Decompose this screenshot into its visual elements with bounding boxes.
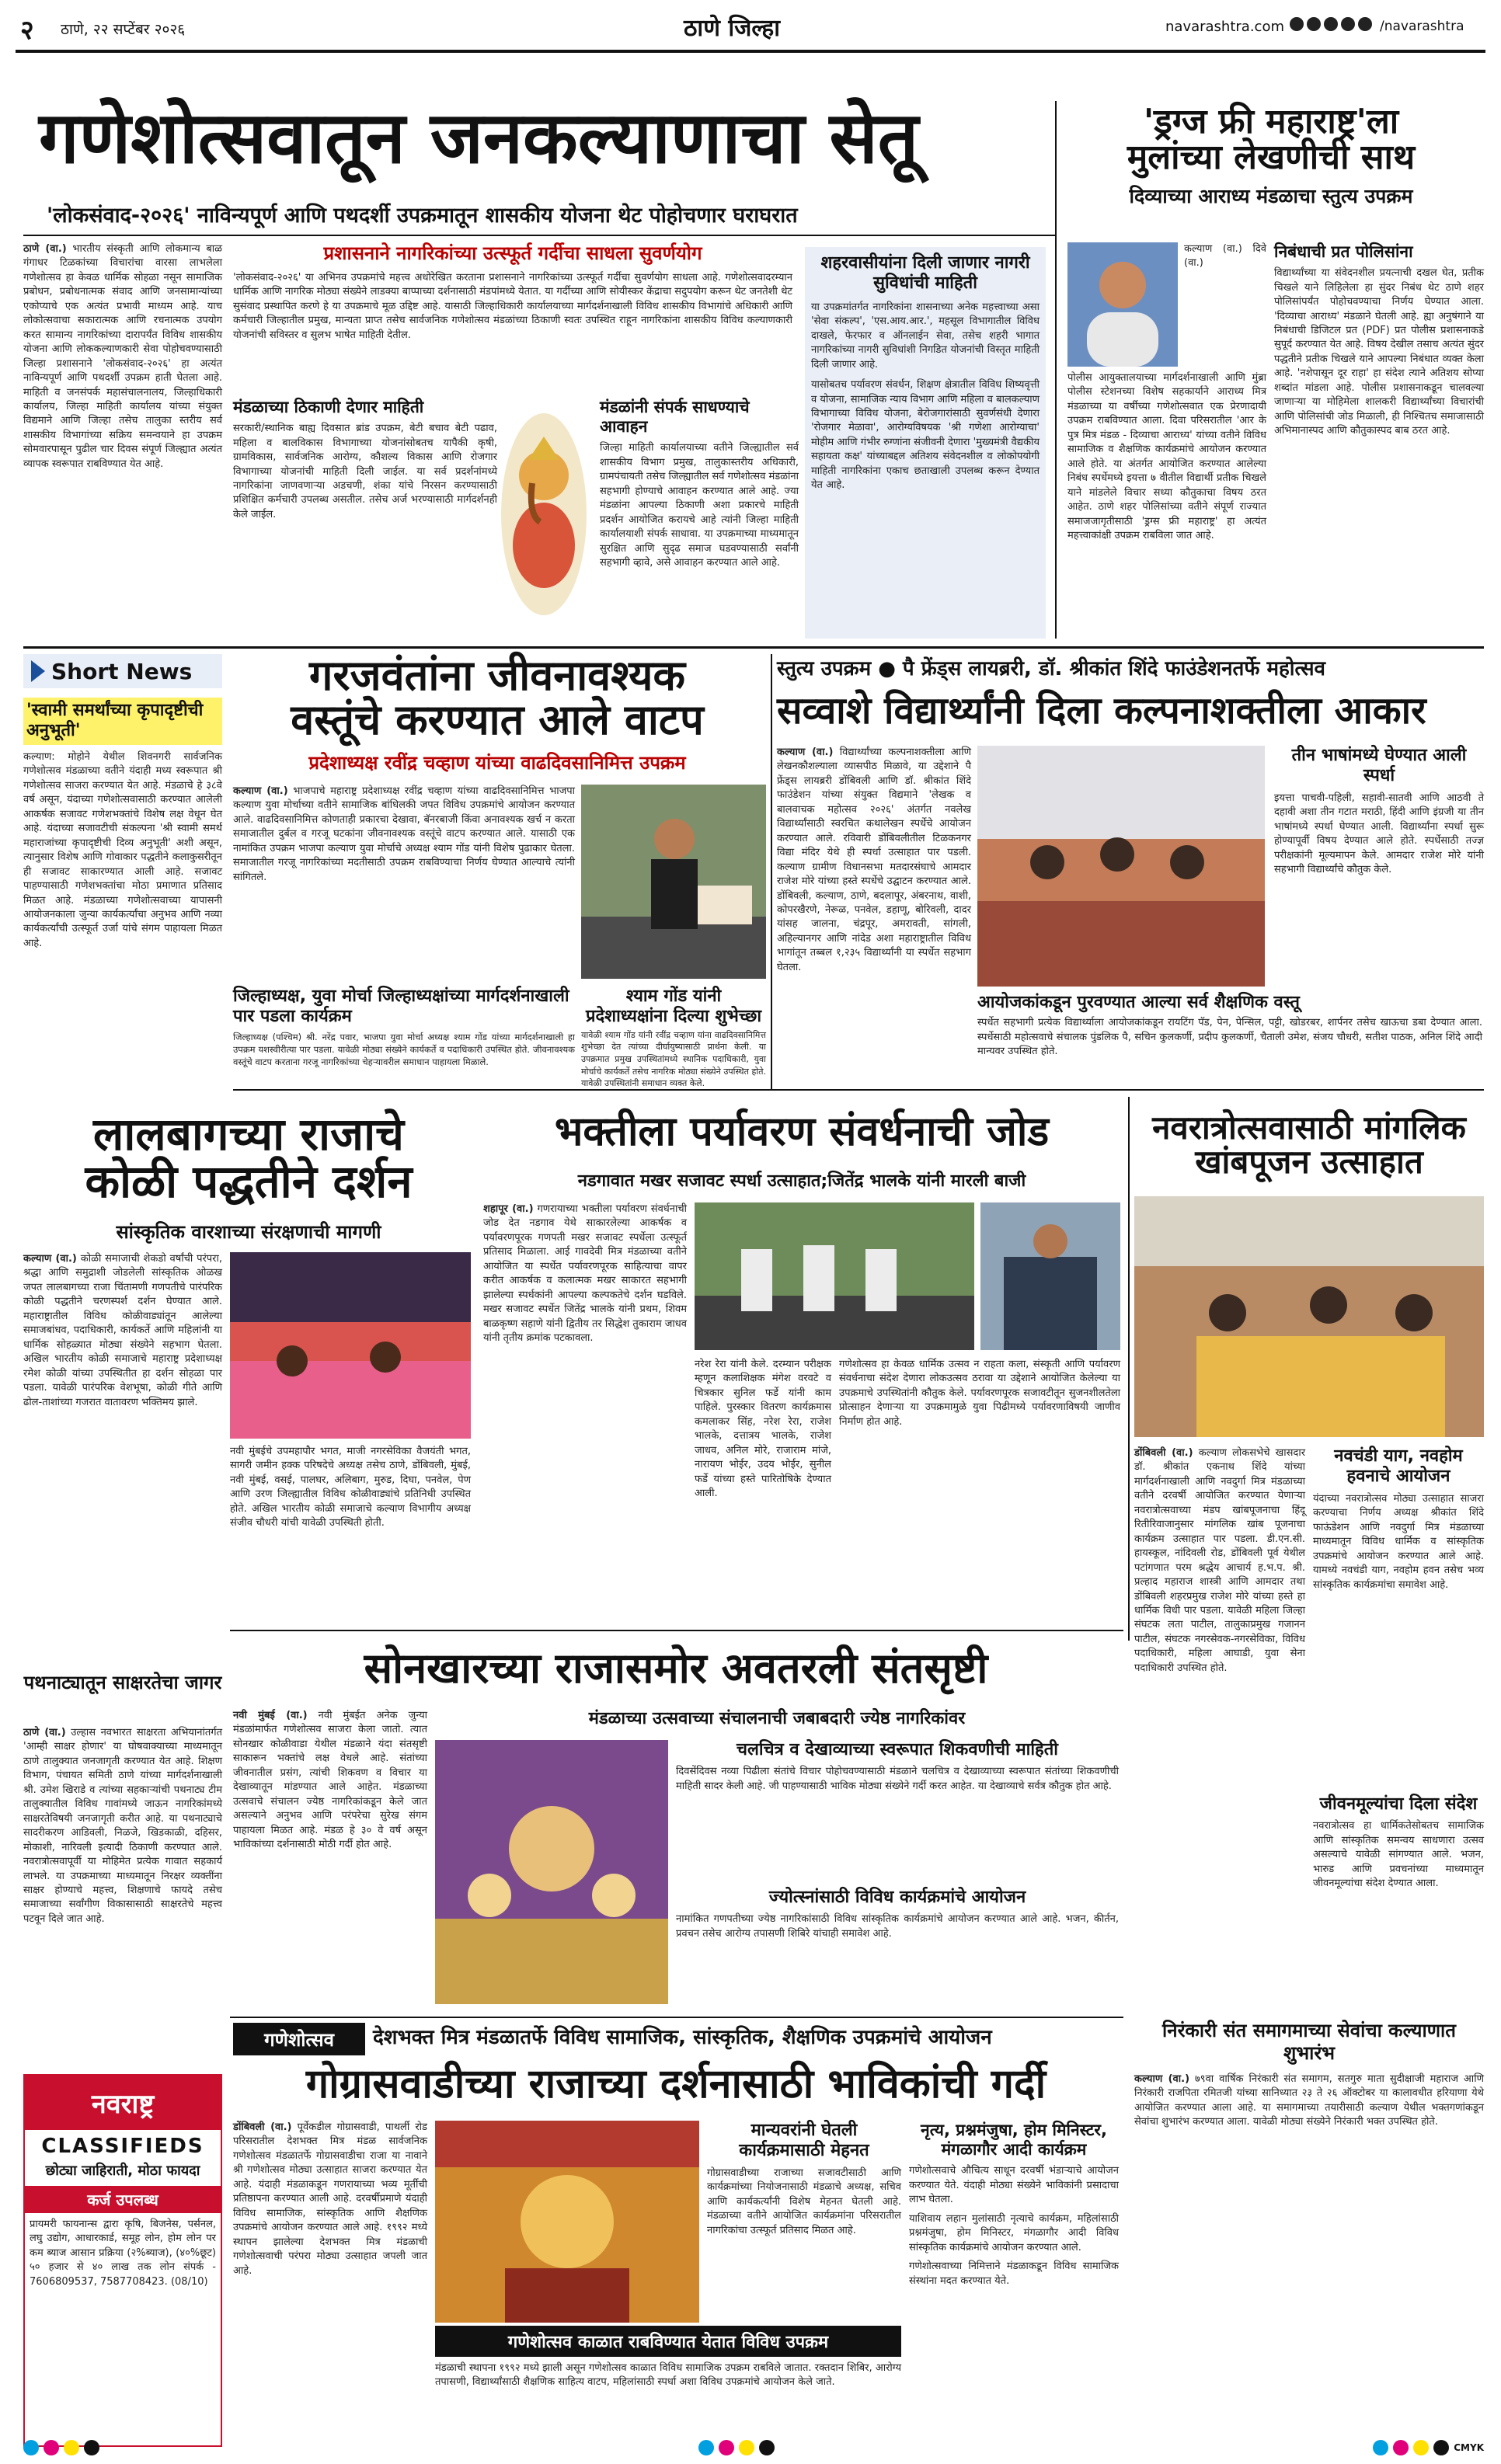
masthead-rule bbox=[16, 50, 1485, 53]
lead-panel1 bbox=[233, 398, 497, 639]
classifieds-label: CLASSIFIEDS bbox=[41, 2135, 204, 2158]
sonkhar-box1: चलचित्र व देखाव्याच्या स्वरूपात शिकवणीची माहिती दिवसेंदिवस नव्या पिढीला संतांचे विचार पोहोचवण्यासाठी मंडळाने चलचित्र व देखाव्याच्या स्वरूपात संतांच्या शिकवणीची माहिती सादर केली आहे. जी पाहण्यासाठी भाविक मोठ्या संख्येने गर्दी करत आहेत. या देखाव्याचे सर्वत्र कौतुक होत आहे. bbox=[676, 1740, 1119, 1792]
sonkhar-subhead: मंडळाच्या उत्सवाच्या संचालनाची जबाबदारी ज्येष्ठ नागरिकांवर bbox=[588, 1709, 966, 1728]
bhakti-headline: भक्तीला पर्यावरण संवर्धनाची जोड bbox=[554, 1108, 1050, 1155]
sonkhar-text: नवी मुंबई (वा.) नवी मुंबईत अनेक जुन्या मंडळांमार्फत गणेशोत्सव साजरा केला जातो. त्यात सोनखार कोळीवाडा येथील मंडळाने यंदा संतसृष्टी साकारून भक्तांचे लक्ष वेधले आहे. संतांच्या जीवनातील प्रसंग, त्यांची शिकवण व विचार या देखाव्यातून मांडण्यात आले आहेत. मंडळाच्या उत्सवाचे संचालन ज्येष्ठ नागरिकांकडून केले जात असल्याने अनुभव आणि परंपरेचा सुरेख संगम पाहायला मिळत आहे. मंडळ हे ३० वे वर्ष असून भाविकांच्या दर्शनासाठी मोठी गर्दी होत आहे. bbox=[233, 1710, 427, 1851]
lead-panel2 bbox=[600, 398, 799, 639]
gograsvadi-headline: गोग्रासवाडीच्या राजाच्या दर्शनासाठी भाविकांची गर्दी bbox=[305, 2061, 1047, 2107]
lead-subhead: 'लोकसंवाद-२०२६' नाविन्यपूर्ण आणि पथदर्शी उपक्रमातून शासकीय योजना थेट पोहोचणार घराघरात bbox=[47, 204, 798, 228]
classifieds-tagline: छोट्या जाहिराती, मोठा फायदा bbox=[45, 2163, 200, 2179]
gograsvadi-bottom-text: मंडळाची स्थापना १९९२ मध्ये झाली असून गणेशोत्सव काळात विविध सामाजिक उपक्रम राबविले जातात. रक्तदान शिबिर, आरोग्य तपासणी, विद्यार्थ्यांसाठी शैक्षणिक साहित्य वाटप, महिलांसाठी स्पर्धा अशा विविध उपक्रमांचे आयोजन केले जाते. bbox=[435, 2362, 901, 2389]
social-handle: /navarashtra bbox=[1380, 19, 1464, 34]
lead-text: भारतीय संस्कृती आणि लोकमान्य बाळ गंगाधर टिळकांच्या विचारांचा वारसा लाभलेला गणेशोत्सव हा केवळ धार्मिक सोहळा नसून सामाजिक प्रबोधन, प्रबोधनात्मक संवाद आणि जनसामान्यांच्या एकोप्याचे एक अत्यंत प्रभावी माध्यम आहे. याच लोकोत्सवाचा सकारात्मक आणि रचनात्मक उपयोग करत सामान्य नागरिकांच्या दारापर्यंत विविध शासकीय योजना आणि लोककल्याणकारी सेवा पोहोचवण्यासाठी जिल्हा प्रशासनाने 'लोकसंवाद-२०२६' हा अत्यंत नाविन्यपूर्ण आणि पथदर्शी उपक्रम हाती घेतला आहे. माहिती व जनसंपर्क महासंचालनालय, जिल्हाधिकारी कार्यालय, जिल्हा माहिती कार्यालय यांच्या संयुक्त विद्यमाने आणि जिल्हा तसेच तालुका स्तरीय सर्व शासकीय विभागांच्या सक्रिय समन्वयाने हा उपक्रम सोमवारपासून पुढील चार दिवस संपूर्ण जिल्ह्यात अत्यंत व्यापक स्वरूपात राबविण्यात येत आहे. bbox=[23, 243, 222, 470]
friends-headline: सव्वाशे विद्यार्थ्यांनी दिला कल्पनाशक्तीला आकार bbox=[777, 689, 1426, 733]
instagram-icon[interactable] bbox=[1324, 17, 1338, 31]
lalbaug-text2: नवी मुंबईचे उपमहापौर भगत, माजी नगरसेविका वैजयंती भगत, सागरी जमीन हक्क परिषदेचे अध्यक्ष तसेच ठाणे, डोंबिवली, मुंबई, नवी मुंबई, वसई, पालघर, अलिबाग, मुरुड, दिघा, पनवेल, पेण आणि उरण जिल्ह्यातील विविध कोळीवाड्यांचे प्रतिनिधी उपस्थित होते. अखिल भारतीय कोळी समाजाचे कल्याण विभागीय अध्यक्ष संजीव चौधरी यांची यावेळी उपस्थिती होती. bbox=[230, 1446, 471, 1530]
lead-headline: गणेशोत्सवातून जनकल्याणाचा सेतू bbox=[39, 96, 919, 179]
friends-text: कल्याण (वा.) विद्यार्थ्यांच्या कल्पनाशक्तीला आणि लेखनकौशल्याला व्यासपीठ मिळावे, या उद्देशाने पै फ्रेंड्स लायब्ररी डोंबिवली आणि डॉ. श्रीकांत शिंदे फाउंडेशन यांच्या संयुक्त विद्यमाने 'लेखक व बालवाचक महोत्सव २०२६' अंतर्गत नवलेख विद्यार्थ्यांसाठी स्वरचित कथालेखन स्पर्धेचे आयोजन करण्यात आले. रविवारी डोंबिवलीतील टिळकनगर विद्या मंदिर येथे ही स्पर्धा उत्साहात पार पडली. कल्याण ग्रामीण विधानसभा मतदारसंघाचे आमदार राजेश मोरे यांच्या हस्ते स्पर्धेचे उद्घाटन करण्यात आले. डोंबिवली, कल्याण, ठाणे, बदलापूर, अंबरनाथ, वाशी, कोपरखैरणे, नेरूळ, पनवेल, डहाणू, बोरिवली, दादर यांसह जालना, चंद्रपूर, अमरावती, सांगली, अहिल्यानगर आणि नांदेड अशा महाराष्ट्रातील विविध भागांतून तब्बल १,२३५ विद्यार्थ्यांनी या स्पर्धेत सहभाग घेतला. bbox=[777, 747, 971, 973]
bhakti-text3: गणेशोत्सव हा केवळ धार्मिक उत्सव न राहता कला, संस्कृती आणि पर्यावरण संवर्धनाचा संदेश देणारा लोकउत्सव ठरावा या उद्देशाने आयोजित केलेल्या या उपक्रमाचे उपस्थितांनी कौतुक केले. पर्यावरणपूरक सजावटीतून सुजनशीलतेला प्रोत्साहन देणाऱ्या या उपक्रमामुळे युवा पिढीमध्ये पर्यावरणाविषयी जाणीव निर्माण होत आहे. bbox=[839, 1359, 1120, 1428]
nirankari: निरंकारी संत समागमाच्या सेवांचा कल्याणात शुभारंभ कल्याण (वा.) ७९वा वार्षिक निरंकारी संत समागम, सतगुरु माता सुदीक्षाजी महाराज आणि निरंकारी राजपिता रमितजी यांच्या सानिध्यात २३ ते २६ ऑक्टोबर या कालावधीत हरियाणा येथे आयोजित करण्यात आला आहे. या समागमाच्या तयारीसाठी कल्याण येथील भक्तगणांकडून सेवांचा शुभारंभ करण्यात आला. यावेळी मोठ्या संख्येने निरंकारी भक्त उपस्थित होते. bbox=[1134, 2020, 1484, 2128]
friends-box: आयोजकांकडून पुरवण्यात आल्या सर्व शैक्षणिक वस्तू स्पर्धेत सहभागी प्रत्येक विद्यार्थ्याला आयोजकांकडून रायटिंग पॅड, पेन, पेन्सिल, पट्टी, खोडरबर, शार्पनर तसेच खाऊचा डबा देण्यात आला. स्पर्धेसाठी महोत्सवाचे संचालक पुंडलिक पै, सचिन कुलकर्णी, प्रदीप कुलकर्णी, चैताली उमेश, संजय चौधरी, सतीश पाठक, अनिल शिंदे आदी मान्यवर उपस्थित होते. bbox=[977, 993, 1482, 1058]
navratri-box2: जीवनमूल्यांचा दिला संदेश नवरात्रोत्सव हा धार्मिकतेसोबतच सामाजिक आणि सांस्कृतिक समन्वय साधणारा उत्सव असल्याचे यावेळी सांगण्यात आले. भजन, भारुड आणि प्रवचनांच्या माध्यमातून जीवनमूल्यांचा संदेश देण्यात आला. bbox=[1313, 1794, 1484, 1890]
sant-srushti-photo bbox=[435, 1740, 668, 2004]
literacy-text: ठाणे (वा.) उल्हास नवभारत साक्षरता अभियानांतर्गत 'आम्ही साक्षर होणार' या घोषवाक्याच्या माध्यमातून ठाणे तालुक्यात जनजागृती करण्यात येत आहे. शिक्षण विभाग, पंचायत समिती ठाणे यांच्या मार्गदर्शनाखाली श्री. उमेश खिराडे व त्यांच्या सहकाऱ्यांची पथनाट्य टीम तालुक्यातील विविध गावांमध्ये जाऊन नागरिकांमध्ये साक्षरतेविषयी जनजागृती करीत आहे. या पथनाट्याचे सादरीकरण आडिवली, निळजे, खिडकाळी, दहिसर, मोकाशी, नारिवली इत्यादी ठिकाणी करण्यात आले. नवरात्रोत्सवापूर्वी या मोहिमेत प्रत्येक गावात सहकार्य लाभले. या उपक्रमाच्या माध्यमातून निरक्षर व्यक्तींना साक्षर होण्याचे महत्त्व, शिक्षणाचे फायदे तसेच समाजाच्या सर्वांगीण विकासासाठी साक्षरतेचे महत्त्व पटवून दिले जात आहे. bbox=[23, 1727, 223, 1925]
panel1-title: मंडळाच्या ठिकाणी देणार माहिती bbox=[233, 398, 424, 416]
drugs-headline: 'ड्रग्ज फ्री महाराष्ट्र'ला मुलांच्या लेखणीची साथ bbox=[1127, 102, 1416, 178]
friends-topline: स्तुत्य उपक्रम ● पै फ्रेंड्स लायब्ररी, डॉ. श्रीकांत शिंदे फाउंडेशनतर्फे महोत्सव bbox=[777, 657, 1325, 680]
info-box bbox=[805, 247, 1046, 639]
linkedin-icon[interactable] bbox=[1358, 17, 1372, 31]
gograsvadi-right: नृत्य, प्रश्नमंजुषा, होम मिनिस्टर, मंगळागौर आदी कार्यक्रम गणेशोत्सवाचे औचित्य साधून दरवर्षी भंडाऱ्याचे आयोजन करण्यात येते. यंदाही मोठ्या संख्येने भाविकांनी प्रसादाचा लाभ घेतला. याशिवाय लहान मुलांसाठी नृत्याचे कार्यक्रम, महिलांसाठी प्रश्नमंजुषा, होम मिनिस्टर, मंगळागौर आदी विविध सांस्कृतिक कार्यक्रमांचे आयोजन करण्यात आले. गणेशोत्सवाच्या निमित्ताने मंडळाकडून विविध सामाजिक संस्थांना मदत करण्यात येते. bbox=[909, 2121, 1119, 2287]
drugs-dateline: कल्याण (वा.) दिवे (वा.) bbox=[1184, 243, 1266, 270]
drugs-col2-title: निबंधाची प्रत पोलिसांना bbox=[1274, 242, 1413, 261]
issue-date: ठाणे, २२ सप्टेंबर २०२६ bbox=[61, 21, 186, 38]
info-box-item: या उपक्रमांतर्गत नागरिकांना शासनाच्या अनेक महत्त्वाच्या असा 'सेवा संकल्प', 'एस.आय.आर.', महसूल विभागातील विविध दाखले, फेरफार व ऑनलाईन सेवा, तसेच शहरी भागात नागरिकांच्या नागरी सुविधांशी निगडित योजनांची विस्तृत माहिती दिली जाणार आहे. bbox=[811, 301, 1040, 371]
gograsvadi-photo bbox=[435, 2121, 699, 2323]
garajvant-caption: श्याम गोंड यांनी प्रदेशाध्यक्षांना दिल्या शुभेच्छा यावेळी श्याम गोंड यांनी रवींद्र चव्हाण यांना वाढदिवसानिमित्त शुभेच्छा देत त्यांच्या दीर्घायुष्यासाठी प्रार्थना केली. या उपक्रमात प्रमुख उपस्थितांमध्ये स्थानिक पदाधिकारी, युवा मोर्चाचे कार्यकर्ते तसेच नागरिक मोठ्या संख्येने उपस्थित होते. यावेळी उपस्थितांनी समाधान व्यक्त केले. bbox=[581, 987, 766, 1089]
short-news-text: कल्याण: मोहोने येथील शिवनगरी सार्वजनिक गणेशोत्सव मंडळाच्या वतीने यंदाही मध्य स्वरूपात श्री गणेशोत्सव साजरा करण्यात येत आहे. मंडळाचे हे ३८वे वर्ष असून, यंदाच्या गणेशोत्सवासाठी करण्यात आलेली आकर्षक सजावट गणेशभक्तांचे विशेष लक्ष वेधून घेत आहे. यंदाच्या सजावटीची संकल्पना 'श्री स्वामी समर्थ महाराजांच्या कृपादृष्टीची दिव्य अनुभूती' अशी असून, त्यानुसार विशेष आणि गोवाकार पद्धतीने कलाकुसरीतून ही सजावट साकारण्यात आली आहे. सजावट पाहण्यासाठी गणेशभक्तांचा मोठा प्रमाणात प्रतिसाद मिळत आहे. मंडळाच्या गणेशोत्सवाच्या यापासनी आयोजनकाला जुन्या कार्यकर्त्यांचा अनुभव आणि नव्या कार्यकर्त्यांची उत्स्फूर्त उर्जा यांचे संगम पाहायला मिळत आहे. bbox=[23, 751, 222, 949]
drugs-col2 bbox=[1274, 242, 1484, 639]
x-icon[interactable] bbox=[1307, 17, 1321, 31]
classifieds-category: कर्ज उपलब्ध bbox=[25, 2186, 221, 2213]
garajvant-box: जिल्हाध्यक्ष, युवा मोर्चा जिल्हाध्यक्षांच्या मार्गदर्शनाखाली पार पडला कार्यक्रम जिल्हाध्यक्ष (पश्चिम) श्री. नरेंद्र पवार, भाजपा युवा मोर्चा अध्यक्ष श्याम गोंड यांच्या मार्गदर्शनाखाली हा उपक्रम यशस्वीरीत्या पार पडला. यावेळी मोठ्या संख्येने कार्यकर्ते व पदाधिकारी उपस्थित होते. जीवनावश्यक वस्तूंचे वाटप करताना गरजू नागरिकांच्या चेहऱ्यावरील समाधान पाहायला मिळाले. bbox=[233, 987, 575, 1068]
bhakti-text1: शहापूर (वा.) गणरायाच्या भक्तीला पर्यावरण संवर्धनाची जोड देत नडगाव येथे साकारलेल्या आकर्षक व पर्यावरणपूरक गणपती मखर सजावट स्पर्धेला उत्स्फूर्त प्रतिसाद मिळाला. आई गावदेवी मित्र मंडळाच्या वतीने आयोजित या स्पर्धेत पर्यावरणपूरक साहित्याचा वापर करीत आकर्षक व कलात्मक मखर साकारत सहभागी झालेल्या स्पर्धकांनी आपल्या कल्पकतेचे दर्शन घडविले. मखर सजावट स्पर्धेत जितेंद्र भालके यांनी प्रथम, शिवम बाळकृष्ण सहाणे यांनी द्वितीय तर सिद्धेश तुकाराम जाधव यांनी तृतीय क्रमांक पटकावला. bbox=[483, 1203, 688, 1345]
info-box-item: यासोबतच पर्यावरण संवर्धन, शिक्षण क्षेत्रातील विविध शिष्यवृत्ती व योजना, सामाजिक न्याय विभाग आणि महिला व बालकल्याण विभागाच्या विविध योजना, बेरोजगारांसाठी सुवर्णसंधी देणारा 'रोजगार मेळावा', आरोग्यविषयक 'श्री गणेशा आरोग्याचा' मोहीम आणि गंभीर रुग्णांना संजीवनी देणारा 'मुख्यमंत्री वैद्यकीय सहायता कक्ष' यांच्याबद्दल अतिशय संवेदनशील व लोकोपयोगी माहिती नागरिकांना एकाच छताखाली उपलब्ध करून देण्यात येत आहे. bbox=[811, 379, 1040, 492]
garajvant-subhead: प्रदेशाध्यक्ष रवींद्र चव्हाण यांच्या वाढदिवसानिमित्त उपक्रम bbox=[308, 752, 686, 774]
ganesha-illustration bbox=[497, 398, 590, 631]
sonkhar-headline: सोनखारच्या राजासमोर अवतरली संतसृष्टी bbox=[364, 1644, 988, 1693]
classifieds-brand: नवराष्ट्र bbox=[25, 2076, 221, 2130]
section-title: ठाणे जिल्हा bbox=[684, 15, 780, 42]
lalbaug-subhead: सांस्कृतिक वारशाच्या संरक्षणाची मागणी bbox=[116, 1221, 381, 1243]
bhakti-text2: नरेश रेरा यांनी केले. दरम्यान परीक्षक म्हणून कलाशिक्षक मंगेश वरवटे व चित्रकार सुनिल फर्डे यांनी काम पाहिले. पुरस्कार वितरण कार्यक्रमास कमलाकर सिंह, नरेश रेरा, राजेश भालके, दत्तात्रय भालके, राजेश जाधव, अनिल मोरे, राजाराम मांजे, नारायण भोईर, उदय भोईर, सुनील फर्डे यांच्या हस्ते पारितोषिके देण्यात आली. bbox=[695, 1359, 831, 1500]
sonkhar-box2: ज्योत्स्नांसाठी विविध कार्यक्रमांचे आयोजन नामांकित गणपतीच्या ज्येष्ठ नागरिकांसाठी विविध सांस्कृतिक कार्यक्रमांचे आयोजन करण्यात आले आहे. भजन, कीर्तन, प्रवचन तसेच आरोग्य तपासणी शिबिरे यांचाही समावेश आहे. bbox=[676, 1888, 1119, 1940]
drugs-col2-text: विद्यार्थ्यांच्या या संवेदनशील प्रयत्नाची दखल घेत, प्रतीक चिखले याने लिहिलेला हा सुंदर निबंध थेट ठाणे शहर पोलिसांपर्यंत पोहोचवण्याचा निर्णय घेण्यात आला. 'दिव्याचा आराध्य' मंडळाने घेतली आहे. ह्या अनुषंगाने या निबंधाची डिजिटल प्रत (PDF) प्रत पोलीस प्रशासनाकडे सुपूर्द करण्यात येत आहे. विषय देखील तसाच अत्यंत सुंदर पद्धतीने प्रतीक चिखले याने आपल्या निबंधात व्यक्त केला आहे. 'नशेपासून दूर राहा' हा संदेश त्याने अतिशय सोप्या शब्दांत मांडला आहे. पोलीस प्रशासनाकडून चालवल्या जाणाऱ्या या मोहिमेला शालकरी विद्यार्थ्यांच्या विचारांची आणि पोलिसांची जोड मिळाली, ही निश्चितच समाजासाठी अभिमानास्पद आणि कौतुकास्पद बाब ठरत आहे. bbox=[1274, 267, 1484, 437]
gograsvadi-topline: देशभक्त मित्र मंडळातर्फे विविध सामाजिक, सांस्कृतिक, शैक्षणिक उपक्रमांचे आयोजन bbox=[373, 2026, 992, 2049]
garajvant-headline: गरजवंतांना जीवनावश्यक वस्तूंचे करण्यात आले वाटप bbox=[291, 651, 704, 744]
mkhar-photo-1 bbox=[695, 1202, 974, 1350]
friends-side: तीन भाषांमध्ये घेण्यात आली स्पर्धा इयत्ता पाचवी-पहिली, सहावी-सातवी आणि आठवी ते दहावी अशा तीन गटात मराठी, हिंदी आणि इंग्रजी या तीन भाषांमध्ये स्पर्धा घेण्यात आली. विद्यार्थ्यांना स्पर्धा सुरू होण्यापूर्वी विषय देण्यात आले होते. स्पर्धेसाठी तज्ज्ञ परीक्षकांनी मूल्यमापन केले. आमदार राजेश मोरे यांनी सहभागी विद्यार्थ्यांचे कौतुक केले. bbox=[1274, 746, 1484, 876]
navratri-box1: नवचंडी याग, नवहोम हवनाचे आयोजन यंदाच्या नवरात्रोत्सव मोठ्या उत्साहात साजरा करण्याचा निर्णय अध्यक्ष श्रीकांत शिंदे फाऊंडेशन आणि नवदुर्गा मित्र मंडळाच्या माध्यमातून विविध धार्मिक व सांस्कृतिक उपक्रमांचे आयोजन करण्यात आले आहे. यामध्ये नवचंडी याग, नवहोम हवन तसेच भव्य सांस्कृतिक कार्यक्रमांचा समावेश आहे. bbox=[1313, 1446, 1484, 1591]
short-news-label: Short News bbox=[23, 654, 222, 688]
lead-box-text: 'लोकसंवाद-२०२६' या अभिनव उपक्रमांचे महत्त्व अधोरेखित करताना प्रशासनाने नागरिकांच्या उत्स्फूर्त गर्दीचा सुवर्णयोग साधला आहे. गणेशोत्सवादरम्यान धार्मिक आणि नागरिक मोठ्या संख्येने लाडक्या बाप्पाच्या दर्शनासाठी मंडपांमध्ये येतात. या गर्दीच्या आणि सोयीस्कर केंद्राचा सदुपयोग करून थेट जनतेशी थेट सुसंवाद प्रस्थापित करणे हे या उपक्रमाचे मूळ उद्दिष्ट आहे. यासाठी जिल्हाधिकारी कार्यालयाच्या मार्गदर्शनाखाली विविध शासकीय विभागांचे अधिकारी आणि कर्मचारी जिल्हातील प्रमुख, मान्यता प्राप्त तसेच सार्वजनिक गणेशोत्सव मंडळांच्या ठिकाणी स्वतः उपस्थित राहून नागरिकांना शासकीय विविध कल्याणकारी योजनांची सविस्तर व सुलभ भाषेत माहिती देतील. bbox=[233, 271, 792, 341]
literacy-title: पथनाट्यातून साक्षरतेचा जागर bbox=[23, 1672, 222, 1693]
lead-col1 bbox=[23, 242, 222, 639]
facebook-icon[interactable] bbox=[1290, 17, 1304, 31]
social-icons bbox=[1290, 17, 1375, 34]
panel2-title: मंडळांनी संपर्क साधण्याचे आवाहन bbox=[600, 398, 750, 437]
lalbaug-text1: कल्याण (वा.) कोळी समाजाची शेकडो वर्षांची परंपरा, श्रद्धा आणि समुद्राशी जोडलेली सांस्कृतिक ओळख जपत लालबागच्या राजा चिंतामणी गणपतीचे पारंपरिक कोळी पद्धतीने चरणस्पर्श दर्शन घेण्यात आले. महाराष्ट्रातील विविध कोळीवाड्यांतून आलेल्या समाजबांधव, पदाधिकारी, कार्यकर्ते आणि महिलांनी या धार्मिक सोहळ्यात मोठ्या संख्येने सहभाग घेतला. अखिल भारतीय कोळी समाजाचे महाराष्ट्र प्रदेशाध्यक्ष रमेश कोळी यांच्या उपस्थितीत हा दर्शन सोहळा पार पडला. यावेळी पारंपरिक वेशभूषा, कोळी गीते आणि ढोल-ताशांच्या गजरात वातावरण भक्तिमय झाले. bbox=[23, 1253, 222, 1408]
navratri-text: डोंबिवली (वा.) कल्याण लोकसभेचे खासदार डॉ. श्रीकांत एकनाथ शिंदे यांच्या मार्गदर्शनाखाली आणि नवदुर्गा मित्र मंडळाच्या वतीने दरवर्षी आयोजित करण्यात येणाऱ्या नवरात्रोत्सवाच्या मंडप खांबपूजनाचा हिंदू रितीरिवाजानुसार मांगलिक खांब पूजनाचा कार्यक्रम उत्साहात पार पडला. डी.एन.सी. हायस्कूल, नांदिवली रोड, डोंबिवली पूर्व येथील पटांगणात परम श्रद्धेय आचार्य ह.भ.प. श्री. प्रल्हाद महाराज शास्त्री आणि आमदार तथा डोंबिवली शहरप्रमुख राजेश मोरे यांच्या हस्ते हा धार्मिक विधी पार पडला. यावेळी महिला जिल्हा संघटक लता पाटील, तालुकाप्रमुख गजानन पाटील, संघटक नगरसेवक-नगरसेविका, विविध पदाधिकारी, महिला आघाडी, युवा सेना पदाधिकारी उपस्थित होते. bbox=[1134, 1447, 1306, 1674]
garajvant-text: कल्याण (वा.) भाजपाचे महाराष्ट्र प्रदेशाध्यक्ष रवींद्र चव्हाण यांच्या वाढदिवसानिमित्त भाजपा कल्याण युवा मोर्चाच्या वतीने सामाजिक बांधिलकी जपत विविध उपक्रमांचे आयोजन करण्यात आले. वाढदिवसानिमित्त कोणताही प्रकारचा देखावा, बॅनरबाजी किंवा अनावश्यक खर्च न करता समाजातील दुर्बल व गरजू घटकांना जीवनावश्यक वस्तूंचे वाटप करण्यात आले. यासाठी एक नामांकित उपक्रम भाजपा कल्याण युवा मोर्चाचे अध्यक्ष श्याम गोंड यांनी विशेष पुढाकार घेतला. समाजातील गरजू नागरिकांच्या मदतीसाठी उपक्रम राबविण्याचा निर्णय घेण्यात आल्याचे त्यांनी सांगितले. bbox=[233, 785, 575, 883]
students-photo bbox=[977, 746, 1265, 987]
navratri-headline: नवरात्रोत्सवासाठी मांगलिक खांबपूजन उत्साहात bbox=[1152, 1108, 1466, 1182]
classifieds bbox=[23, 2074, 222, 2447]
classifieds-text: प्रायमरी फायनान्स द्वारा कृषि, बिजनेस, पर्सनल, लघु उद्योग, आधारकार्ड, समूह लोन, होम लोन पर कम ब्याज आसान प्रक्रिया (२%ब्याज), (४०%छूट) ५० हजार से ४० लाख तक लोन संपर्क - 7606809537, 7587708423. (08/10) bbox=[30, 2219, 216, 2288]
khamb-puja-photo bbox=[1134, 1196, 1484, 1437]
student-photo bbox=[1067, 242, 1178, 367]
koli-photo bbox=[230, 1252, 471, 1439]
page-number: २ bbox=[20, 15, 34, 46]
dateline: ठाणे (वा.) bbox=[23, 243, 67, 255]
cmyk-mark: CMYK bbox=[1454, 2442, 1484, 2453]
panel1-text: सरकारी/स्थानिक बाह्य दिवसात ब्रांड उपक्रम, बेटी बचाव बेटी पढाव, महिला व बालविकास विभागाच्या योजनांसोबतच यापैकी कृषी, ग्रामविकास, सार्वजनिक आरोग्य, कौशल्य विकास आणि रोजगार विभागाच्या योजनांची माहिती दिली जाईल. या सर्व प्रदर्शनांमध्ये नागरिकांना जाणवणाऱ्या अडचणी, शंका यांचे निरसन करण्यासाठी प्रशिक्षित कर्मचारी उपलब्ध असतील. तसेच अर्ज भरण्यासाठी मार्गदर्शनही केले जाईल. bbox=[233, 423, 497, 520]
drugs-subhead: दिव्याच्या आराध्य मंडळाचा स्तुत्य उपक्रम bbox=[1129, 185, 1413, 207]
youtube-icon[interactable] bbox=[1341, 17, 1355, 31]
lalbaug-headline: लालबागच्या राजाचे कोळी पद्धतीने दर्शन bbox=[85, 1108, 413, 1208]
gograsvadi-mid: मान्यवरांनी घेतली कार्यक्रमासाठी मेहनत गोग्रासवाडीच्या राजाच्या सजावटीसाठी आणि कार्यक्रमांच्या नियोजनासाठी मंडळाचे अध्यक्ष, सचिव आणि कार्यकर्त्यांनी विशेष मेहनत घेतली आहे. मंडळाच्या वतीने आयोजित कार्यक्रमांना परिसरातील नागरिकांचा उत्स्फूर्त प्रतिसाद मिळत आहे. bbox=[707, 2121, 901, 2236]
lead-box-title: प्रशासनाने नागरिकांच्या उत्स्फूर्त गर्दीचा साधला सुवर्णयोग bbox=[323, 242, 702, 264]
registration-marks bbox=[23, 2436, 1484, 2459]
lead-box bbox=[233, 242, 792, 388]
bhakti-subhead: नडगावात मखर सजावट स्पर्धा उत्साहात;जितेंद्र भालके यांनी मारली बाजी bbox=[577, 1171, 1026, 1191]
panel2-text: जिल्हा माहिती कार्यालयाच्या वतीने जिल्ह्यातील सर्व शासकीय विभाग प्रमुख, तालुकास्तरीय अधिकारी, ग्रामपंचायती तसेच जिल्ह्यातील सर्व गणेशोत्सव मंडळांना सहभागी होण्याचे आवाहन करण्यात आले आहे. ज्या मंडळांना आपल्या ठिकाणी अशा प्रकारचे माहिती प्रदर्शन आयोजित करायचे आहे त्यांनी जिल्हा माहिती कार्यालयाशी संपर्क साधावा. या उपक्रमाच्या माध्यमातून सुरक्षित आणि सुदृढ समाज घडवण्यासाठी सर्वांनी सहभागी व्हावे, असे आवाहन करण्यात आले आहे. bbox=[600, 442, 799, 569]
site-link[interactable]: navarashtra.com bbox=[1165, 19, 1284, 35]
drugs-text: पोलीस आयुक्तालयाच्या मार्गदर्शनाखाली आणि मुंब्रा पोलीस स्टेशनच्या विशेष सहकार्याने आराध्य मित्र मंडळाच्या या वर्षीच्या गणेशोत्सवात एक प्रेरणादायी उपक्रम राबविण्यात आला. दिवा परिसरातील 'आर के पुत्र मित्र मंडळ - दिव्याचा आराध्य' यांच्या वतीने विविध सामाजिक व शैक्षणिक कार्यक्रमांचे आयोजन करण्यात आले होते. या अंतर्गत आयोजित करण्यात आलेल्या निबंध स्पर्धेमध्ये इयत्ता ७ वीतील विद्यार्थी प्रतीक चिखले याने मांडलेले विचार सध्या कौतुकाचा विषय ठरत आहेत. ठाणे शहर पोलिसांच्या वतीने संपूर्ण राज्यात समाजजागृतीसाठी 'ड्रग्स फ्री महाराष्ट्र' हा अत्यंत महत्त्वाकांक्षी उपक्रम राबविला जात आहे. bbox=[1067, 372, 1266, 541]
gograsvadi-photo-caption: गणेशोत्सव काळात राबविण्यात येतात विविध उपक्रम bbox=[435, 2326, 901, 2357]
info-box-title: शहरवासीयांना दिली जाणार नागरी सुविधांची माहिती bbox=[820, 253, 1030, 294]
short-news-title: 'स्वामी समर्थांच्या कृपादृष्टीची अनुभूती' bbox=[23, 698, 222, 745]
ganeshotsav-tag: गणेशोत्सव bbox=[233, 2023, 365, 2055]
arrow-icon bbox=[31, 660, 45, 682]
mkhar-photo-2 bbox=[980, 1202, 1120, 1350]
masthead bbox=[0, 0, 1501, 48]
distribution-photo bbox=[581, 785, 766, 979]
gograsvadi-text: डोंबिवली (वा.) पूर्वेकडील गोग्रासवाडी, पाथर्ली रोड परिसरातील देशभक्त मित्र मंडळ सार्वजनिक गणेशोत्सव मंडळातर्फे गोग्रासवाडीचा राजा या नावाने श्री गणेशोत्सव मोठ्या उत्साहात साजरा करण्यात येत आहे. यंदाही मंडळाकडून गणरायाच्या भव्य मूर्तीची प्रतिष्ठापना करण्यात आली आहे. दरवर्षीप्रमाणे यंदाही विविध सामाजिक, सांस्कृतिक आणि शैक्षणिक उपक्रमांचे आयोजन करण्यात आले आहे. १९९२ मध्ये स्थापन झालेल्या देशभक्त मित्र मंडळाची गणेशोत्सवाची परंपरा मोठ्या उत्साहात जपली जात आहे. bbox=[233, 2121, 427, 2277]
